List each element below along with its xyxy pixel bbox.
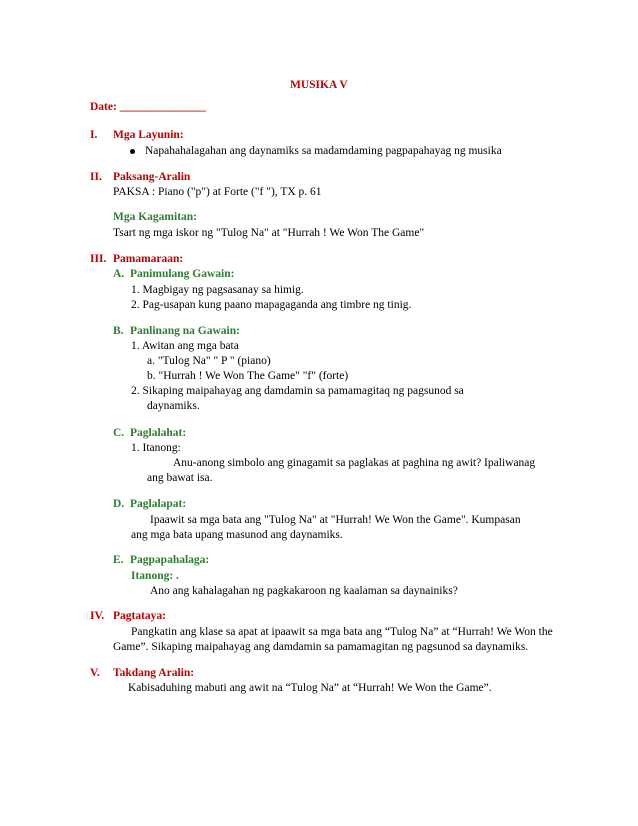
subsection-b-heading: Panlinang na Gawain: [130, 325, 240, 337]
section-2-paksa: PAKSA : Piano ("p") at Forte ("f "), TX p. 61 [113, 186, 322, 198]
subsection-d-heading: Paglalapat: [130, 498, 187, 510]
subsection-e-itanong: Itanong: . [131, 570, 179, 582]
section-1-bullet-item [130, 144, 502, 158]
subsection-c-item-1: 1. Itanong: [131, 442, 181, 454]
subsection-c-question-cont: ang bawat isa. [147, 472, 213, 484]
section-2-sub-heading: Mga Kagamitan: [113, 211, 198, 223]
section-4-text-cont: Game”. Sikaping maipahayag ang damdamin sa pamamagitan ng pagsunod sa daynamiks. [113, 641, 529, 653]
subsection-a-item: 2. Pag-usapan kung paano mapagaganda ang timbre ng tinig. [131, 299, 412, 311]
subsection-b-item-2-cont: daynamiks. [147, 400, 200, 412]
date-line [90, 100, 206, 114]
subsection-e-label: E. [113, 554, 124, 566]
subsection-c-question: Anu-anong simbolo ang ginagamit sa paglakas at paghina ng awit? Ipaliwanag [173, 457, 536, 469]
section-3-number: III. [90, 253, 107, 265]
section-3-heading: Pamamaraan: [113, 253, 184, 265]
section-1-number: I. [90, 129, 98, 141]
subsection-a-heading: Panimulang Gawain: [130, 268, 235, 280]
subsection-b-item-1b: b. "Hurrah ! We Won The Game" "f" (forte) [147, 370, 349, 382]
section-5-number: V. [90, 667, 100, 679]
section-4-text: Pangkatin ang klase sa apat at ipaawit sa mga bata ang “Tulog Na” at “Hurrah! We Won the [131, 626, 553, 638]
section-5-text: Kabisaduhing mabuti ang awit na “Tulog Na” at “Hurrah! We Won the Game”. [128, 682, 492, 694]
subsection-b-item-2: 2. Sikaping maipahayag ang damdamin sa pamamagitaq ng pagsunod sa [131, 385, 464, 397]
subsection-b-label: B. [113, 325, 124, 337]
date-label: Date: [90, 101, 117, 113]
subsection-a-label: A. [113, 268, 125, 280]
section-2-number: II. [90, 171, 102, 183]
subsection-b-item-1a: a. "Tulog Na" " P " (piano) [147, 355, 271, 367]
subsection-a-item: 1. Magbigay ng pagsasanay sa himig. [131, 284, 304, 296]
subsection-d-label: D. [113, 498, 125, 510]
section-1-heading: Mga Layunin: [113, 129, 184, 141]
subsection-e-heading: Pagpapahalaga: [130, 554, 210, 566]
date-blank: _______________ [119, 101, 206, 113]
section-1-bullet-text: Napahahalagahan ang daynamiks sa madamdaming pagpapahayag ng musika [145, 145, 502, 157]
bullet-icon [130, 149, 135, 154]
section-2-kagamitan: Tsart ng mga iskor ng "Tulog Na" at "Hurrah ! We Won The Game" [113, 227, 425, 239]
section-4-heading: Pagtataya: [113, 610, 167, 622]
subsection-d-text: Ipaawit sa mga bata ang "Tulog Na" at "Hurrah! We Won the Game". Kumpasan [150, 514, 521, 526]
subsection-c-label: C. [113, 427, 125, 439]
subsection-d-text-cont: ang mga bata upang masunod ang daynamiks. [131, 529, 343, 541]
section-4-number: IV. [90, 610, 105, 622]
page-title: MUSIKA V [290, 79, 348, 91]
section-5-heading: Takdang Aralin: [113, 667, 195, 679]
subsection-b-item-1: 1. Awitan ang mga bata [131, 340, 239, 352]
subsection-e-question: Ano ang kahalagahan ng pagkakaroon ng kaalaman sa daynainiks? [150, 585, 458, 597]
section-2-heading: Paksang-Aralin [113, 171, 191, 183]
subsection-c-heading: Paglalahat: [130, 427, 187, 439]
